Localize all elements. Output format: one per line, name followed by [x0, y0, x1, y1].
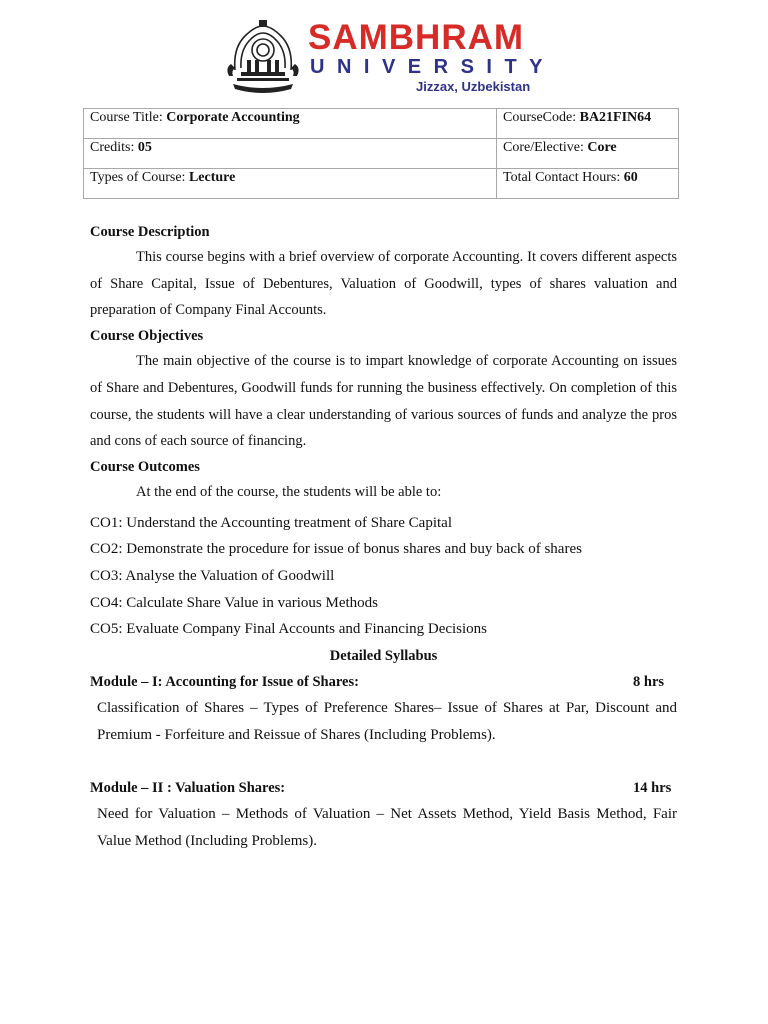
- list-item: CO5: Evaluate Company Final Accounts and Financing Decisions: [90, 621, 488, 638]
- course-title-value: Corporate Accounting: [166, 110, 300, 125]
- contact-hours-label: Total Contact Hours:: [503, 170, 621, 185]
- course-title-label: Course Title:: [90, 110, 163, 125]
- university-header: [220, 14, 556, 98]
- outcomes-heading: Course Outcomes: [90, 458, 200, 475]
- core-elective-cell: [497, 139, 679, 169]
- description-heading: Course Description: [90, 224, 210, 240]
- credits-value: 05: [137, 140, 152, 155]
- course-code-value: BA21FIN64: [579, 110, 652, 125]
- course-type-label: Types of Course:: [90, 170, 186, 185]
- course-info-table: [83, 108, 679, 199]
- objectives-text: The main objective of the course is to impart knowledge of corporate Accounting on issues of Share and Debentures, Goodwill funds for running the business effectively. On completion of this course, the students will have a clear understanding of various sources of funds and analyze the pros and cons of each source of financing.: [90, 353, 677, 450]
- module-1-body: Classification of Shares – Types of Preference Shares– Issue of Shares at Par, Discount and Premium - Forfeiture and Reissue of Shares (Including Problems).: [97, 700, 677, 744]
- table-row: [84, 169, 679, 199]
- module-2-heading: [90, 775, 677, 801]
- module-2-body: Need for Valuation – Methods of Valuation – Net Assets Method, Yield Basis Method, Fair Value Method (Including Problems).: [97, 806, 677, 850]
- table-row: [84, 109, 679, 139]
- module-hours: 8 hrs: [633, 674, 665, 691]
- contact-hours-cell: [497, 169, 679, 199]
- syllabus-heading: Detailed Syllabus: [329, 648, 438, 665]
- description-text: This course begins with a brief overview of corporate Accounting. It covers different aspects of Share Capital, Issue of Debentures, Valuation of Goodwill, types of shares valuation and preparation of Company Final Accounts.: [90, 249, 677, 319]
- contact-hours-value: 60: [623, 170, 638, 185]
- brand-location: Jizzax, Uzbekistan: [416, 79, 531, 94]
- core-elective-value: Core: [587, 140, 617, 155]
- list-item: CO1: Understand the Accounting treatment of Share Capital: [90, 514, 452, 531]
- brand-name: SAMBHRAM: [308, 18, 525, 57]
- outcomes-intro: At the end of the course, the students will be able to:: [136, 483, 442, 500]
- module-title: Module – II : Valuation Shares:: [90, 780, 286, 797]
- credits-label: Credits:: [90, 140, 135, 155]
- university-seal-icon: [225, 18, 301, 94]
- course-code-label: CourseCode:: [503, 110, 577, 125]
- module-1-heading: [90, 669, 677, 695]
- list-item: CO4: Calculate Share Value in various Methods: [90, 594, 379, 611]
- course-content: [90, 220, 677, 855]
- brand-subtitle: UNIVERSITY: [310, 56, 556, 78]
- credits-cell: [84, 139, 497, 169]
- course-type-cell: [84, 169, 497, 199]
- list-item: CO2: Demonstrate the procedure for issue of bonus shares and buy back of shares: [90, 541, 582, 558]
- core-elective-label: Core/Elective:: [503, 140, 584, 155]
- module-hours: 14 hrs: [633, 780, 672, 797]
- course-title-cell: [84, 109, 497, 139]
- list-item: CO3: Analyse the Valuation of Goodwill: [90, 568, 335, 584]
- table-row: [84, 139, 679, 169]
- course-type-value: Lecture: [188, 170, 236, 185]
- course-code-cell: [497, 109, 679, 139]
- objectives-heading: Course Objectives: [90, 328, 204, 345]
- module-title: Module – I: Accounting for Issue of Shares:: [90, 674, 359, 691]
